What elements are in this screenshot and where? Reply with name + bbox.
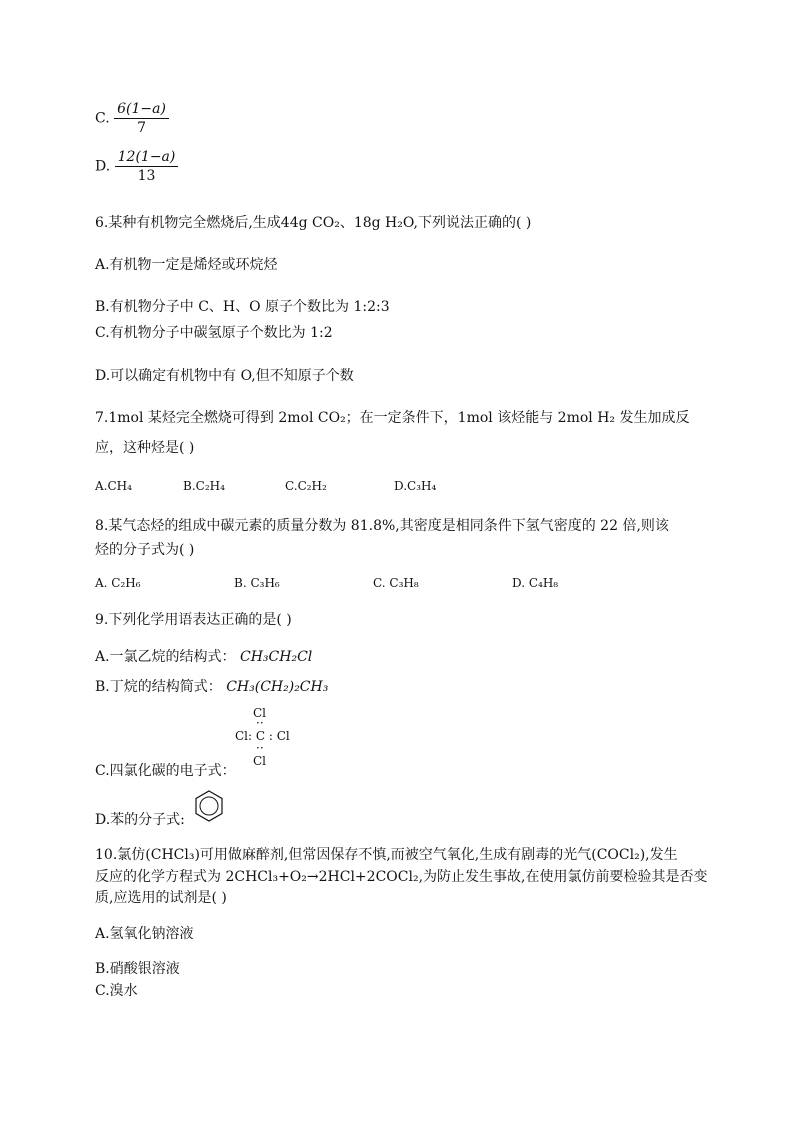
q9-option-b-formula: CH₃(CH₂)₂CH₃	[226, 679, 329, 695]
q5-option-c	[95, 100, 169, 137]
q9-option-b	[95, 676, 328, 696]
q8-option-c: C. C₃H₈	[373, 576, 419, 590]
q7-option-c: C.C₂H₂	[285, 479, 327, 493]
lewis-middle-row: Cl: C : Cl	[235, 729, 290, 743]
q7-option-b: B.C₂H₄	[183, 479, 225, 493]
q5-option-d	[95, 148, 178, 185]
fraction-denominator: 13	[137, 168, 156, 184]
q8-stem-line2: 烃的分子式为( )	[95, 542, 195, 558]
q9-option-a-formula: CH₃CH₂Cl	[240, 649, 313, 665]
q9-option-b-text: B.丁烷的结构简式：	[95, 679, 222, 695]
q7-option-d: D.C₃H₄	[394, 479, 437, 493]
q10-option-b: B.硝酸银溶液	[95, 961, 180, 977]
q10-stem-line2: 反应的化学方程式为 2CHCl₃+O₂→2HCl+2COCl₂,为防止发生事故,在使用氯仿前要检验其是否变	[95, 869, 708, 885]
q7-option-a: A.CH₄	[95, 479, 132, 493]
q6-option-b: B.有机物分子中 C、H、O 原子个数比为 1:2:3	[95, 299, 390, 315]
q10-stem-line1: 10.氯仿(CHCl₃)可用做麻醉剂,但常因保存不慎,而被空气氧化,生成有剧毒的光气(COCl₂),发生	[95, 847, 678, 863]
q6-option-c: C.有机物分子中碳氢原子个数比为 1:2	[95, 325, 333, 341]
lewis-bottom-dots: ··	[256, 741, 264, 755]
q9-option-a	[95, 646, 312, 666]
q8-option-b: B. C₃H₆	[234, 576, 280, 590]
q5-option-c-label: C.	[95, 110, 110, 127]
lewis-bottom-cl: Cl	[253, 754, 267, 768]
q7-stem-line1: 7.1mol 某烃完全燃烧可得到 2mol CO₂；在一定条件下，1mol 该烃能与 2mol H₂ 发生加成反	[95, 410, 690, 426]
fraction-numerator: 12(1−a)	[115, 148, 179, 167]
q10-option-c: C.溴水	[95, 983, 138, 999]
q8-option-a: A. C₂H₆	[95, 576, 141, 590]
q9-stem: 9.下列化学用语表达正确的是( )	[95, 612, 292, 628]
q8-option-d: D. C₄H₈	[512, 576, 559, 590]
lewis-top-cl: Cl	[253, 706, 267, 720]
q6-option-a: A.有机物一定是烯烃或环烷烃	[95, 257, 278, 273]
q7-stem-line2: 应，这种烃是( )	[95, 440, 195, 456]
q6-stem: 6.某种有机物完全燃烧后,生成44g CO₂、18g H₂O,下列说法正确的( )	[95, 215, 532, 231]
q10-stem-line3: 质,应选用的试剂是( )	[95, 890, 227, 906]
q9-option-c: C.四氯化碳的电子式：	[95, 763, 236, 779]
q5-option-c-fraction	[114, 100, 169, 137]
q9-option-d: D.苯的分子式:	[95, 812, 185, 828]
benzene-ring-icon	[192, 789, 226, 823]
q10-option-a: A.氢氧化钠溶液	[95, 926, 194, 942]
q5-option-d-fraction	[115, 148, 179, 185]
q6-option-d: D.可以确定有机物中有 O,但不知原子个数	[95, 368, 354, 384]
q5-option-d-label: D.	[95, 158, 111, 175]
lewis-top-dots: ··	[256, 716, 264, 730]
q8-stem-line1: 8.某气态烃的组成中碳元素的质量分数为 81.8%,其密度是相同条件下氢气密度的 22 倍,则该	[95, 518, 669, 534]
fraction-numerator: 6(1−a)	[114, 100, 169, 119]
q9-option-a-text: A.一氯乙烷的结构式：	[95, 649, 236, 665]
fraction-denominator: 7	[137, 120, 146, 136]
